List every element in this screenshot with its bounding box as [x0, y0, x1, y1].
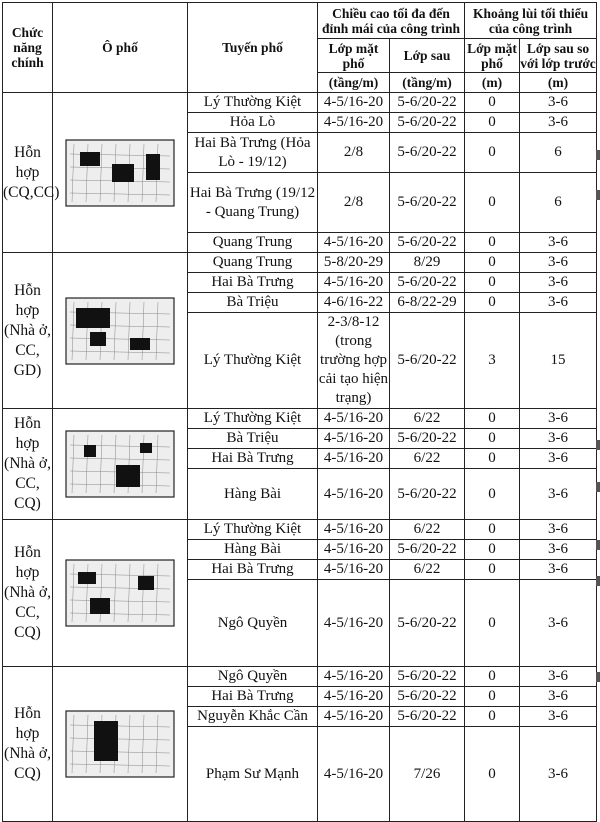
back-height-cell: 5-6/20-22 — [390, 667, 465, 687]
back-height-cell: 5-6/20-22 — [390, 540, 465, 560]
setback-back-cell: 3-6 — [520, 560, 597, 580]
setback-front-cell: 0 — [465, 93, 520, 113]
front-height-cell: 4-5/16-20 — [318, 93, 390, 113]
setback-back-cell: 3-6 — [520, 469, 597, 520]
front-height-cell: 4-5/16-20 — [318, 560, 390, 580]
header-back-layer: Lớp sau — [390, 39, 465, 73]
setback-front-cell: 0 — [465, 449, 520, 469]
function-cell: Hỗn hợp (Nhà ở, CC, CQ) — [3, 409, 53, 520]
street-cell: Bà Triệu — [188, 293, 318, 313]
back-height-cell: 5-6/20-22 — [390, 469, 465, 520]
block-plan-svg — [60, 705, 180, 783]
street-cell: Hàng Bài — [188, 540, 318, 560]
setback-front-cell: 0 — [465, 727, 520, 822]
header-street: Tuyến phố — [188, 3, 318, 93]
street-cell: Lý Thường Kiệt — [188, 93, 318, 113]
street-cell: Hai Bà Trưng — [188, 687, 318, 707]
function-cell: Hỗn hợp (CQ,CC) — [3, 93, 53, 253]
back-height-cell: 5-6/20-22 — [390, 133, 465, 173]
setback-back-cell: 3-6 — [520, 93, 597, 113]
front-height-cell: 2/8 — [318, 133, 390, 173]
header-height-group: Chiều cao tối đa đến đỉnh mái của công trình — [318, 3, 465, 39]
block-plan — [53, 520, 188, 667]
street-cell: Hai Bà Trưng — [188, 560, 318, 580]
back-height-cell: 5-6/20-22 — [390, 233, 465, 253]
table-row — [3, 409, 597, 429]
setback-back-cell: 3-6 — [520, 667, 597, 687]
back-height-cell: 6/22 — [390, 449, 465, 469]
back-height-cell: 5-6/20-22 — [390, 429, 465, 449]
setback-back-cell: 3-6 — [520, 293, 597, 313]
back-height-cell: 5-6/20-22 — [390, 687, 465, 707]
setback-back-cell: 6 — [520, 173, 597, 233]
header-front-unit: (tầng/m) — [318, 73, 390, 93]
street-cell: Quang Trung — [188, 253, 318, 273]
function-cell: Hỗn hợp (Nhà ở, CC, CQ) — [3, 520, 53, 667]
street-cell: Quang Trung — [188, 233, 318, 253]
front-height-cell: 4-5/16-20 — [318, 580, 390, 667]
header-setback-front: Lớp mặt phố — [465, 39, 520, 73]
setback-back-cell: 6 — [520, 133, 597, 173]
setback-back-cell: 3-6 — [520, 429, 597, 449]
front-height-cell: 4-5/16-20 — [318, 667, 390, 687]
front-height-cell: 4-5/16-20 — [318, 469, 390, 520]
setback-front-cell: 0 — [465, 520, 520, 540]
front-height-cell: 2/8 — [318, 173, 390, 233]
street-cell: Hai Bà Trưng — [188, 449, 318, 469]
setback-front-cell: 0 — [465, 707, 520, 727]
street-cell: Ngô Quyền — [188, 667, 318, 687]
back-height-cell: 5-6/20-22 — [390, 273, 465, 293]
setback-front-cell: 0 — [465, 429, 520, 449]
setback-back-cell: 3-6 — [520, 520, 597, 540]
block-plan-svg — [60, 425, 180, 503]
setback-back-cell: 3-6 — [520, 409, 597, 429]
back-height-cell: 6/22 — [390, 520, 465, 540]
setback-back-cell: 3-6 — [520, 233, 597, 253]
street-cell: Nguyễn Khắc Cần — [188, 707, 318, 727]
function-cell: Hỗn hợp (Nhà ở, CC, GD) — [3, 253, 53, 409]
setback-back-cell: 3-6 — [520, 707, 597, 727]
setback-front-cell: 0 — [465, 580, 520, 667]
front-height-cell: 4-5/16-20 — [318, 409, 390, 429]
front-height-cell: 4-5/16-20 — [318, 429, 390, 449]
setback-back-cell: 3-6 — [520, 449, 597, 469]
block-plan — [53, 409, 188, 520]
street-cell: Hai Bà Trưng (19/12 - Quang Trung) — [188, 173, 318, 233]
setback-front-cell: 0 — [465, 667, 520, 687]
setback-front-cell: 0 — [465, 253, 520, 273]
setback-back-cell: 3-6 — [520, 687, 597, 707]
setback-front-cell: 0 — [465, 293, 520, 313]
street-cell: Hai Bà Trưng — [188, 273, 318, 293]
setback-back-cell: 3-6 — [520, 113, 597, 133]
header-setback-back-unit: (m) — [520, 73, 597, 93]
street-cell: Phạm Sư Mạnh — [188, 727, 318, 822]
table-row — [3, 667, 597, 687]
front-height-cell: 4-6/16-22 — [318, 293, 390, 313]
setback-back-cell: 3-6 — [520, 253, 597, 273]
front-height-cell: 4-5/16-20 — [318, 707, 390, 727]
street-cell: Bà Triệu — [188, 429, 318, 449]
setback-front-cell: 0 — [465, 687, 520, 707]
block-plan-svg — [60, 134, 180, 212]
street-cell: Hai Bà Trưng (Hỏa Lò - 19/12) — [188, 133, 318, 173]
setback-back-cell: 15 — [520, 313, 597, 409]
setback-back-cell: 3-6 — [520, 580, 597, 667]
back-height-cell: 7/26 — [390, 727, 465, 822]
header-back-unit: (tầng/m) — [390, 73, 465, 93]
back-height-cell: 5-6/20-22 — [390, 173, 465, 233]
setback-front-cell: 0 — [465, 113, 520, 133]
front-height-cell: 4-5/16-20 — [318, 687, 390, 707]
back-height-cell: 6/22 — [390, 560, 465, 580]
front-height-cell: 4-5/16-20 — [318, 540, 390, 560]
street-cell: Hàng Bài — [188, 469, 318, 520]
back-height-cell: 6-8/22-29 — [390, 293, 465, 313]
setback-back-cell: 3-6 — [520, 727, 597, 822]
back-height-cell: 5-6/20-22 — [390, 93, 465, 113]
setback-front-cell: 0 — [465, 560, 520, 580]
setback-back-cell: 3-6 — [520, 540, 597, 560]
header-setback-group: Khoảng lùi tối thiểu của công trình — [465, 3, 597, 39]
setback-front-cell: 0 — [465, 409, 520, 429]
street-cell: Hỏa Lò — [188, 113, 318, 133]
setback-front-cell: 0 — [465, 540, 520, 560]
back-height-cell: 5-6/20-22 — [390, 313, 465, 409]
street-cell: Ngô Quyền — [188, 580, 318, 667]
setback-front-cell: 0 — [465, 173, 520, 233]
back-height-cell: 8/29 — [390, 253, 465, 273]
front-height-cell: 4-5/16-20 — [318, 273, 390, 293]
table-row — [3, 93, 597, 113]
front-height-cell: 4-5/16-20 — [318, 233, 390, 253]
header-setback-front-unit: (m) — [465, 73, 520, 93]
back-height-cell: 5-6/20-22 — [390, 707, 465, 727]
street-cell: Lý Thường Kiệt — [188, 520, 318, 540]
setback-back-cell: 3-6 — [520, 273, 597, 293]
front-height-cell: 5-8/20-29 — [318, 253, 390, 273]
back-height-cell: 5-6/20-22 — [390, 113, 465, 133]
back-height-cell: 5-6/20-22 — [390, 580, 465, 667]
setback-front-cell: 0 — [465, 273, 520, 293]
front-height-cell: 4-5/16-20 — [318, 113, 390, 133]
back-height-cell: 6/22 — [390, 409, 465, 429]
block-plan — [53, 667, 188, 822]
setback-front-cell: 3 — [465, 313, 520, 409]
front-height-cell: 4-5/16-20 — [318, 520, 390, 540]
header-front-layer: Lớp mặt phố — [318, 39, 390, 73]
table-row — [3, 520, 597, 540]
setback-front-cell: 0 — [465, 233, 520, 253]
block-plan — [53, 93, 188, 253]
setback-front-cell: 0 — [465, 133, 520, 173]
street-cell: Lý Thường Kiệt — [188, 313, 318, 409]
header-block: Ô phố — [53, 3, 188, 93]
table-row — [3, 253, 597, 273]
header-setback-back: Lớp sau so với lớp trước — [520, 40, 596, 71]
block-plan-svg — [60, 554, 180, 632]
setback-front-cell: 0 — [465, 469, 520, 520]
header-function: Chức năng chính — [3, 3, 53, 93]
street-cell: Lý Thường Kiệt — [188, 409, 318, 429]
function-cell: Hỗn hợp (Nhà ở, CQ) — [3, 667, 53, 822]
front-height-cell: 4-5/16-20 — [318, 727, 390, 822]
regulation-table — [2, 2, 597, 822]
block-plan-svg — [60, 292, 180, 370]
block-plan — [53, 253, 188, 409]
front-height-cell: 2-3/8-12 (trong trường hợp cải tạo hiện trạng) — [318, 313, 390, 409]
front-height-cell: 4-5/16-20 — [318, 449, 390, 469]
